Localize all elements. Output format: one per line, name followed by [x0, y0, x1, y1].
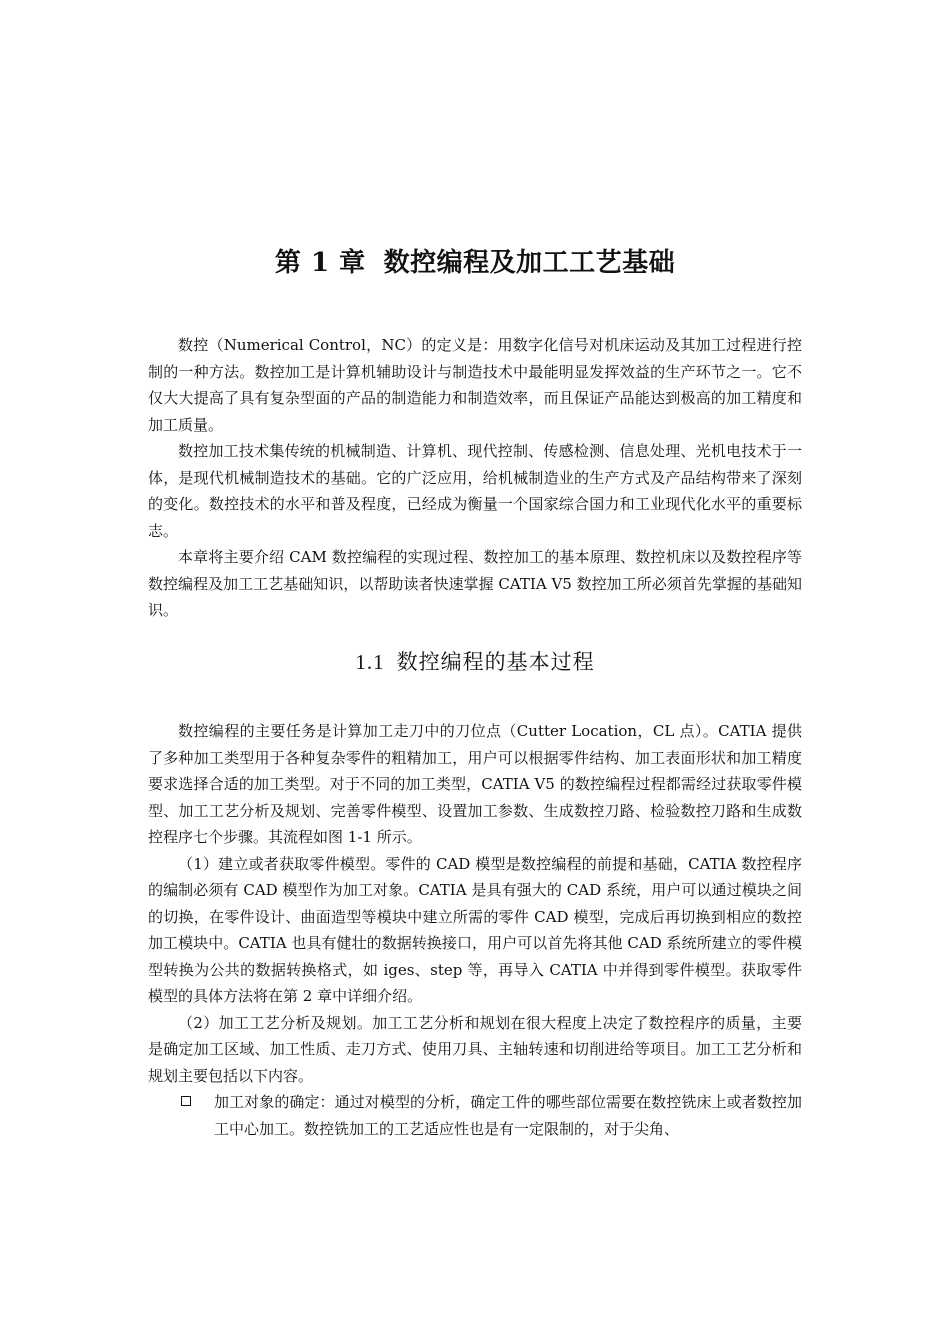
bullet-list-item [181, 1089, 802, 1142]
section-paragraph: （1）建立或者获取零件模型。零件的 CAD 模型是数控编程的前提和基础，CATIA 数控程序的编制必须有 CAD 模型作为加工对象。CATIA 是具有强大的 CAD 系统，用户可以通过模块之间的切换，在零件设计、曲面造型等模块中建立所需的零件 CAD 模型，完成后再切换到相应的数控加工模块中。CATIA 也具有健壮的数据转换接口，用户可以首先将其他 CAD 系统所建立的零件模型转换为公共的数据转换格式，如 iges、step 等，再导入 CATIA 中并得到零件模型。获取零件模型的具体方法将在第 2 章中详细介绍。 [148, 854, 802, 1005]
intro-paragraph: 数控（Numerical Control，NC）的定义是：用数字化信号对机床运动及其加工过程进行控制的一种方法。数控加工是计算机辅助设计与制造技术中最能明显发挥效益的生产环节之一。它不仅大大提高了具有复杂型面的产品的制造能力和制造效率，而且保证产品能达到极高的加工精度和加工质量。 [148, 336, 802, 434]
section-body [148, 718, 802, 1142]
section-paragraph: （2）加工工艺分析及规划。加工工艺分析和规划在很大程度上决定了数控程序的质量，主要是确定加工区域、加工性质、走刀方式、使用刀具、主轴转速和切削进给等项目。加工工艺分析和规划主要包括以下内容。 [148, 1013, 802, 1085]
chapter-title [0, 243, 950, 283]
intro-paragraph: 数控加工技术集传统的机械制造、计算机、现代控制、传感检测、信息处理、光机电技术于一体，是现代机械制造技术的基础。它的广泛应用，给机械制造业的生产方式及产品结构带来了深刻的变化。数控技术的水平和普及程度，已经成为衡量一个国家综合国力和工业现代化水平的重要标志。 [148, 442, 802, 540]
intro-paragraph: 本章将主要介绍 CAM 数控编程的实现过程、数控加工的基本原理、数控机床以及数控程序等数控编程及加工工艺基础知识，以帮助读者快速掌握 CATIA V5 数控加工所必须首先掌握的基础知识。 [148, 548, 802, 619]
section-paragraph: 数控编程的主要任务是计算加工走刀中的刀位点（Cutter Location，CL 点）。CATIA 提供了多种加工类型用于各种复杂零件的粗精加工，用户可以根据零件结构、加工表面形状和加工精度要求选择合适的加工类型。对于不同的加工类型，CATIA V5 的数控编程过程都需经过获取零件模型、加工工艺分析及规划、完善零件模型、设置加工参数、生成数控刀路、检验数控刀路和生成数控程序七个步骤。其流程如图 1-1 所示。 [148, 722, 802, 846]
chapter-number: 第 1 章 [274, 248, 366, 278]
checkbox-bullet-icon [181, 1096, 191, 1106]
section-number: 1.1 [355, 650, 385, 674]
bullet-text: 加工对象的确定：通过对模型的分析，确定工件的哪些部位需要在数控铣床上或者数控加工中心加工。数控铣加工的工艺适应性也是有一定限制的，对于尖角、 [214, 1093, 802, 1138]
section-title-text: 数控编程的基本过程 [396, 650, 595, 674]
chapter-title-text: 数控编程及加工工艺基础 [383, 248, 676, 278]
section-title [0, 645, 950, 679]
intro-section [148, 332, 802, 624]
